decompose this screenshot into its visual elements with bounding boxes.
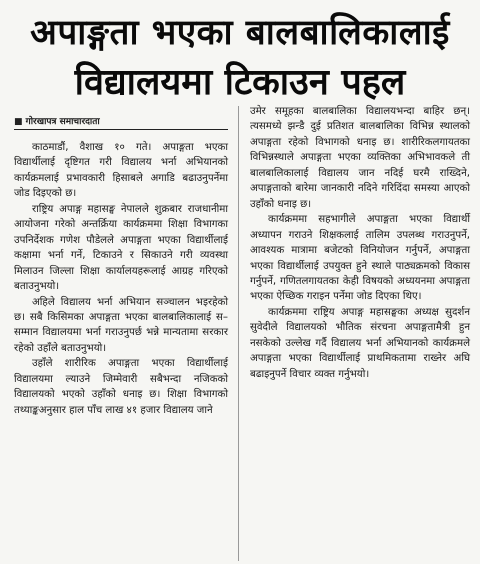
paragraph: उहाँले शारीरिक अपाङ्गता भएका विद्यार्थीलाई विद्यालयमा ल्याउने जिम्मेवारी सबैभन्दा नजिकको विद्यालयको भएको उहाँको धनाइ छ। शिक्षा विभागको तथ्याङ्कअनुसार हाल पाँच लाख ४१ हजार विद्यालय जाने xyxy=(14,358,228,416)
paragraph: काठमाडौं, वैशाख १० गते। अपाङ्गता भएका विद्यार्थीलाई दृष्टिगत गरी विद्यालय भर्ना अभियानको कार्यक्रमलाई प्रभावकारी हिसाबले अगाडि बढाउनुपर्नेमा जोड दिइएको छ। xyxy=(14,142,228,200)
column-divider xyxy=(238,106,239,561)
paragraph: अहिले विद्यालय भर्ना अभियान सञ्चालन भइरहेको छ। सबै किसिमका अपाङ्गता भएका बालबालिकालाई स–सम्मान विद्यालयमा भर्ना गराउनुपर्छ भन्ने मान्यतामा सरकार रहेको उहाँले बताउनुभयो। xyxy=(14,296,228,354)
paragraph: राष्ट्रिय अपाङ्ग महासङ्घ नेपालले शुक्रबार राजधानीमा आयोजना गरेको अन्तर्क्रिया कार्यक्रममा शिक्षा विभागका उपनिर्देशक गणेश पौडेलले अपाङ्गता भएका विद्यार्थीलाई कक्षामा भर्ना गर्ने, टिकाउने र सिकाउने गरी व्यवस्था मिलाउन जिल्ला शिक्षा कार्यालयहरूलाई आग्रह गरिएको बताउनुभयो। xyxy=(14,203,228,293)
left-column xyxy=(14,140,228,418)
right-column xyxy=(250,104,470,382)
paragraph: उमेर समूहका बालबालिका विद्यालयभन्दा बाहिर छन्। त्यसमध्ये झन्डै दुई प्रतिशत बालबालिका विभिन्न स्थालको अपाङ्गता रहेको विभागको धनाइ छ। शारीरिकलगायतका विभिन्नस्थाले अपाङ्गता भएका व्यक्तिका अभिभावकले ती बालबालिकालाई विद्यालय जान नदिई घरमै राख्दिने, अपाङ्गताको बारेमा जानकारी नदिने गरिदिंदा समस्या आएको उहाँको धनाइ छ। xyxy=(250,106,470,210)
headline-line-1: अपाङ्गता भएका बालबालिकालाई xyxy=(30,13,450,53)
headline-line-2: विद्यालयमा टिकाउन पहल xyxy=(74,62,406,103)
paragraph: कार्यक्रममा सहभागीले अपाङ्गता भएका विद्यार्थी अध्यापन गराउने शिक्षकलाई तालिम उपलब्ध गराउनुपर्ने, आवश्यक मात्रामा बजेटको विनियोजन गर्नुपर्ने, अपाङ्गता भएका विद्यार्थीलाई उपयुक्त हुने स्थाले पाठ्यक्रमको विकास गर्नुपर्ने, गणितलगायतका केही विषयको अध्ययनमा अपाङ्गता भएका ऐच्छिक गराइन पर्नेमा जोड दिएका थिए। xyxy=(250,214,470,303)
paragraph: कार्यक्रममा राष्ट्रिय अपाङ्ग महासङ्घका अध्यक्ष सुदर्शन सुवेदीले विद्यालयको भौतिक संरचना अपाङ्गतामैत्री हुन नसकेको उल्लेख गर्दै विद्यालय भर्ना अभियानको कार्यक्रमले अपाङ्गता भएका विद्यार्थीलाई प्राथमिकतामा राख्नेर अघि बढाइनुपर्ने विचार व्यक्त गर्नुभयो। xyxy=(250,306,470,380)
byline: ■ गोरखापत्र समाचारदाता xyxy=(14,114,228,130)
